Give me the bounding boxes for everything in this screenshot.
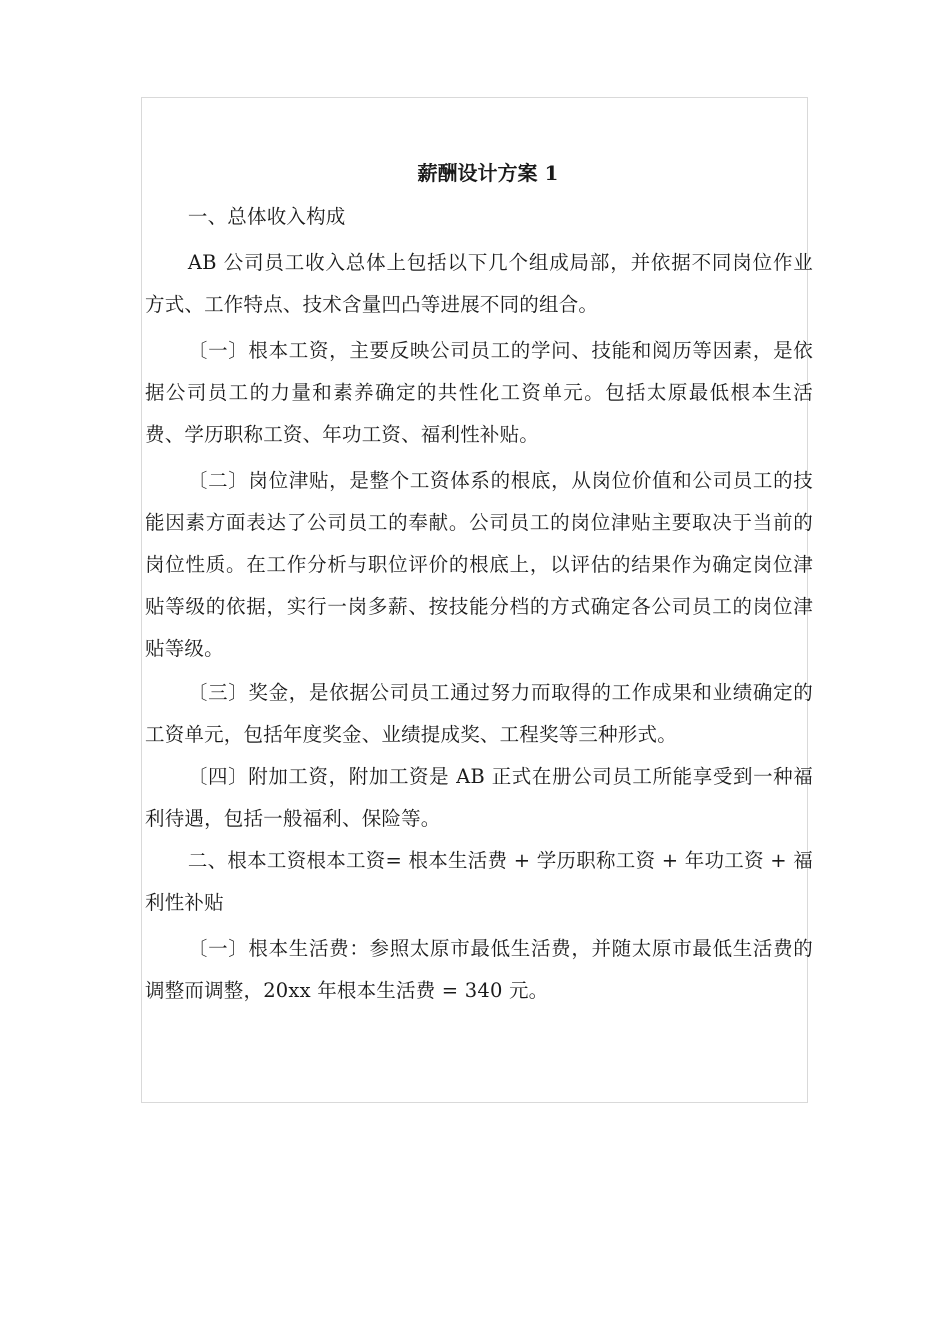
document-body [145, 150, 813, 1012]
paragraph-basic-salary: 〔一〕根本工资，主要反映公司员工的学问、技能和阅历等因素，是依据公司员工的力量和素养确定的共性化工资单元。包括太原最低根本生活费、学历职称工资、年功工资、福利性补贴。 [145, 339, 813, 446]
section-heading-income-structure: 一、总体收入构成 [187, 205, 346, 228]
section-heading-basic-wage-formula: 二、根本工资根本工资= 根本生活费 + 学历职称工资 + 年功工资 + 福利性补贴 [145, 849, 813, 914]
document-title: 薪酬设计方案 1 [417, 161, 559, 185]
paragraph-additional-wage: 〔四〕附加工资，附加工资是 AB 正式在册公司员工所能享受到一种福利待遇，包括一般福利、保险等。 [145, 765, 813, 830]
paragraph-position-allowance: 〔二〕岗位津贴，是整个工资体系的根底，从岗位价值和公司员工的技能因素方面表达了公司员工的奉献。公司员工的岗位津贴主要取决于当前的岗位性质。在工作分析与职位评价的根底上，以评估的结果作为确定岗位津贴等级的依据，实行一岗多薪、按技能分档的方式确定各公司员工的岗位津贴等级。 [145, 469, 813, 660]
paragraph-basic-living-cost: 〔一〕根本生活费：参照太原市最低生活费，并随太原市最低生活费的调整而调整，20xx 年根本生活费 = 340 元。 [145, 937, 813, 1002]
paragraph-income-overview: AB 公司员工收入总体上包括以下几个组成局部，并依据不同岗位作业方式、工作特点、技术含量凹凸等进展不同的组合。 [145, 251, 813, 316]
paragraph-bonus: 〔三〕奖金，是依据公司员工通过努力而取得的工作成果和业绩确定的工资单元，包括年度奖金、业绩提成奖、工程奖等三种形式。 [145, 681, 813, 746]
